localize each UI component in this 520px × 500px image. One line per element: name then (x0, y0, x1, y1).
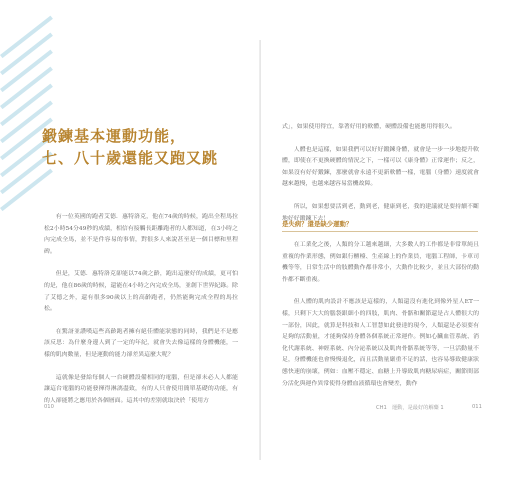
section-divider (282, 231, 478, 232)
paragraph: 但是，艾德．惠特洛克卻能以74歲之齡，跑出這麼好的成績，更可怕的是，他在86歲的時候，還能在4小時之內完成全馬，並創下世界紀錄。除了艾德之外，還有很多90歲以上的高齡跑者，仍然能夠完成全程的馬拉松。 (44, 271, 238, 313)
paragraph: 但人體的肌肉設計不應該是這樣的，人類還沒有進化到像外星人ET一樣，只剩下大大的腦袋跟細小的四肢，肌肉、骨骼和關節還是占人體很大的一部份，因此，就算是科技和人工智慧如此發達的現今，人類還是必須要有足夠的活動量，才能夠保持身體各個系統正常運作。例如心臟血管系統、消化代謝系統、神經系統、內分泌系統以及肌肉骨骼系統等等，一旦活動量不足，身體機能也會慢慢退化，而且活動量嚴重不足的話，也容易導致健康狀態快速的崩壞，例如：血壓不穩定、血糖上升導致肌肉糖尿病症，關節間部分活化與運作異常使得身體血液循環也會變差，動作 (282, 299, 479, 387)
paragraph: 在驚訝並讚嘆這些高齡跑者擁有絕佳體能狀態的同時，我們是不是應該反思：為什麼身邊人到了一定的年紀，就會失去像這樣的身體機能，一樣的肌肉數量，但是運動的能力卻差異這麼大呢？ (44, 328, 238, 358)
running-head: CH1 運動，是最好的解藥 1 (376, 405, 444, 411)
chapter-title (42, 125, 252, 169)
paragraph: 在工業化之後，人類的分工越來越細，大多數人的工作都是非常單純且重複的作業形態，例如銀行櫃檯、生產線上的作業員，電腦工程師，卡車司機等等，日常生活中的肢體動作都非常小，大動作比較少，並且大部份的動作都不斷重複。 (282, 242, 479, 283)
left-body (44, 212, 238, 418)
page-number-right: 011 (472, 404, 482, 410)
paragraph: 式」，如果使用得宜，靠著好用的軟體，硬體設備也能應用得很久。 (282, 124, 456, 130)
title-line-2: 七、八十歲還能又跑又跳 (42, 149, 219, 167)
paragraph: 有一位英國的跑者艾德．惠特洛克，他在74歲的時候，跑出全程馬拉松2小時54分49秒的成績，相信有接觸長距離跑者的人都知道，在3小時之內完成全馬，並不是件容易的事情，對很多人來說甚至是一個目標和里程碑。 (44, 214, 238, 255)
title-line-1: 鍛鍊基本運動功能， (42, 127, 187, 145)
section-heading: 是失病？還是缺少運動？ (282, 220, 353, 228)
page-number-left: 010 (44, 404, 54, 410)
paragraph: 這就像是發給每個人一台硬體設備相同的電腦，但是卻未必人人都能讓這台電腦的功能發揮得淋漓盡致，有的人只會使用簡單基礎的功能，有的人卻能將之應用於各個層面。這其中的差別就取決於「使用方 (44, 374, 238, 404)
paragraph: 所以，如果想要活到老，動到老，健康到老，我的建議就是要持續不斷地好好鍛鍊下去！ (282, 203, 479, 222)
page-gutter (259, 40, 261, 460)
right-bottom-body (282, 240, 479, 401)
paragraph: 人體也是這樣，如果我們可以好好鍛鍊身體，就會是一步一步地提升軟體，即使在不更換硬體的情況之下，一樣可以《康身體》正常運作；反之，如果沒有好好鍛鍊，那麼就會永遠不更新軟體一樣，電腦（身體）速度就會越來越慢，也越來越容易當機故障。 (282, 146, 479, 188)
